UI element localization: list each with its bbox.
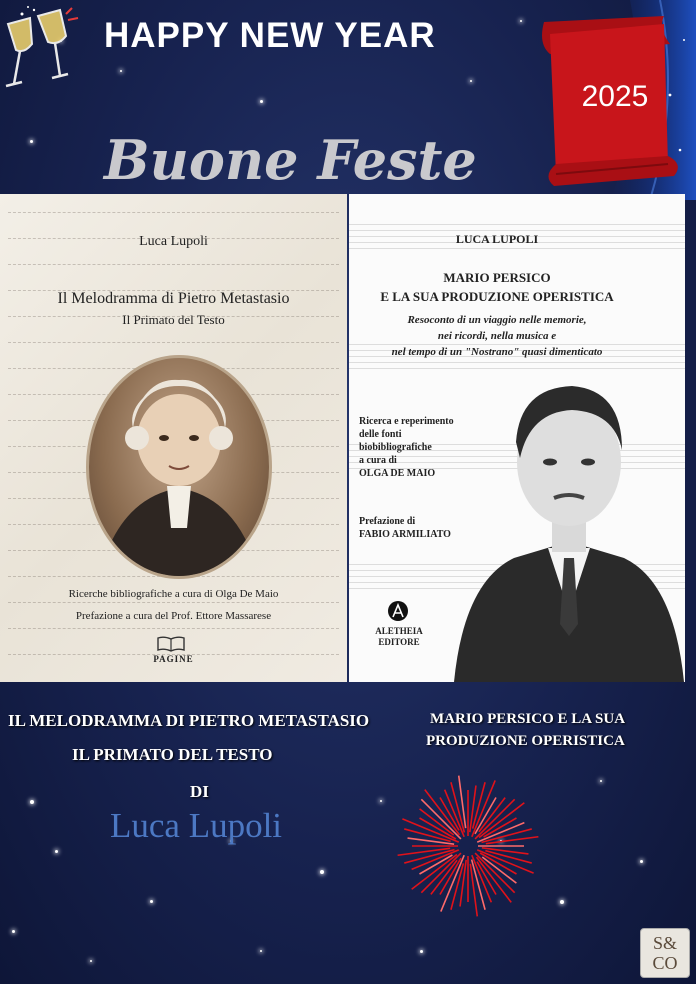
sco-logo: S& CO xyxy=(640,928,690,978)
cover-title: Il Melodramma di Pietro Metastasio xyxy=(57,290,290,307)
book-cover-persico xyxy=(349,194,685,682)
champagne-glasses-icon xyxy=(0,4,80,98)
cover-author: LUCA LUPOLI xyxy=(455,232,539,246)
cover-research-line2: delle fonti xyxy=(359,429,402,440)
caption-right-line2: PRODUZIONE OPERISTICA xyxy=(426,733,625,749)
metastasio-portrait xyxy=(86,355,272,579)
cover-title-line2: E LA SUA PRODUZIONE OPERISTICA xyxy=(380,289,614,304)
cover-credit-preface: Prefazione a cura del Prof. Ettore Massarese xyxy=(75,610,272,622)
cover-research-line5: OLGA DE MAIO xyxy=(359,468,436,479)
cover-research-line3: biobibliografiche xyxy=(359,442,432,453)
firework-burst-icon xyxy=(394,772,542,920)
cover-publisher: PAGINE xyxy=(153,654,194,664)
cover-tagline-line1: Resoconto di un viaggio nelle memorie, xyxy=(407,314,587,326)
caption-left-line2: IL PRIMATO DEL TESTO xyxy=(72,745,273,764)
headline: HAPPY NEW YEAR xyxy=(104,16,436,55)
cover-tagline-line3: nel tempo di un "Nostrano" quasi dimenticato xyxy=(391,346,603,358)
cover-preface-line2: FABIO ARMILIATO xyxy=(359,529,451,540)
cover-research-line4: a cura di xyxy=(359,455,397,466)
caption-right-line1: MARIO PERSICO E LA SUA xyxy=(430,711,626,727)
caption-left-line3: DI xyxy=(190,782,209,801)
cover-title-line1: MARIO PERSICO xyxy=(443,270,551,285)
persico-portrait xyxy=(454,362,684,682)
cover-author: Luca Lupoli xyxy=(139,234,208,249)
cover-tagline-line2: nei ricordi, nella musica e xyxy=(437,330,557,342)
cover-credit-research: Ricerche bibliografiche a cura di Olga De Maio xyxy=(68,588,279,600)
cover-publisher-line2: EDITORE xyxy=(378,637,420,647)
author-name: Luca Lupoli xyxy=(110,806,283,845)
cover-publisher-line1: ALETHEIA xyxy=(375,626,423,636)
greeting-heading: Buone Feste xyxy=(104,128,477,192)
cover-subtitle: Il Primato del Testo xyxy=(122,312,225,327)
caption-left-line1: IL MELODRAMMA DI PIETRO METASTASIO xyxy=(8,711,370,730)
open-book-icon xyxy=(156,634,186,654)
cover-preface-line1: Prefazione di xyxy=(359,516,416,527)
aletheia-logo-icon xyxy=(387,600,409,622)
book-cover-metastasio xyxy=(0,194,347,682)
year-label: 2025 xyxy=(581,80,649,113)
cover-research-line1: Ricerca e reperimento xyxy=(359,416,454,427)
